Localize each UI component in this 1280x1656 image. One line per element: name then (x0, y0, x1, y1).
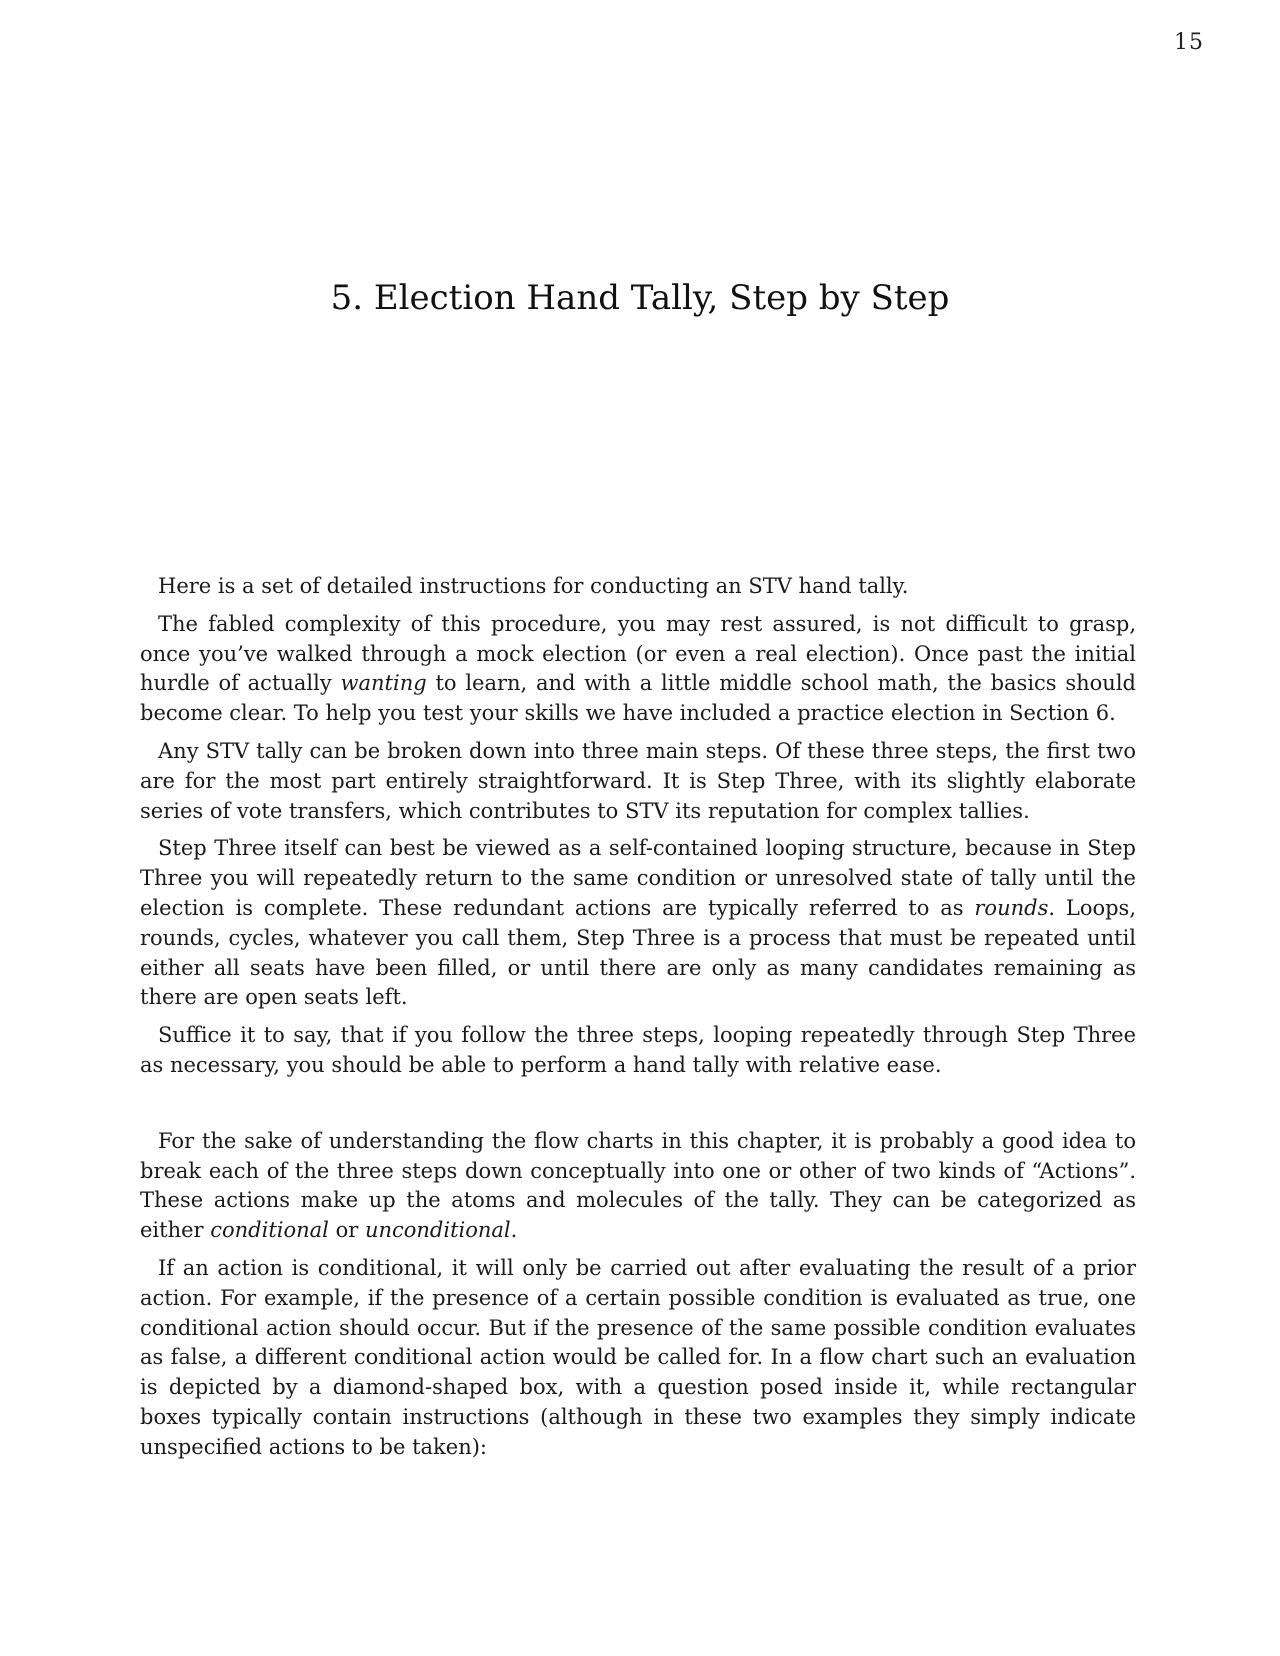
paragraph-text: Suffice it to say, that if you follow the three steps, looping repeatedly through Step Three as necessary, you should be able to perform a hand tally with relative ease. (140, 1023, 1136, 1077)
paragraph-text: or (328, 1218, 365, 1243)
paragraph-intro (140, 572, 1136, 602)
paragraph-complexity (140, 610, 1136, 729)
paragraph-text: For the sake of understanding the flow charts in this chapter, it is probably a good idea to break each of the three steps down conceptually into one or other of two kinds of “Actions”. These actions make up the atoms and molecules of the tally. They can be categorized as either (140, 1128, 1136, 1243)
paragraph-text: Here is a set of detailed instructions for conducting an STV hand tally. (158, 574, 909, 598)
paragraph-actions (140, 1127, 1136, 1246)
paragraph-text: . (510, 1218, 518, 1243)
chapter-title: 5. Election Hand Tally, Step by Step (330, 278, 950, 318)
paragraph-text: The fabled complexity of this procedure, you may rest assured, is not difficult to grasp, once you’ve walked through a mock election (or even a real election). Once past the initial hurdle of actually (140, 611, 1136, 696)
emphasis-unconditional: unconditional (364, 1218, 511, 1243)
paragraph-three-steps (140, 737, 1136, 826)
paragraph-step-three-loop (140, 834, 1136, 1013)
paragraph-text: Step Three itself can best be viewed as a self-contained looping structure, because in Step Three you will repeatedly return to the same condition or unresolved state of tally until the election is complete. These redundant actions are typically referred to as (140, 836, 1136, 920)
paragraph-suffice (140, 1021, 1136, 1081)
paragraph-text: Any STV tally can be broken down into three main steps. Of these three steps, the first two are for the most part entirely straightforward. It is Step Three, with its slightly elaborate series of vote transfers, which contributes to STV its reputation for complex tallies. (140, 738, 1136, 823)
body-text (140, 572, 1136, 1471)
paragraph-text: to learn, and with a little middle school math, the basics should become clear. To help you test your skills we have included a practice election in Section 6. (140, 671, 1136, 726)
page-number: 15 (1174, 30, 1204, 55)
emphasis-rounds: rounds (974, 895, 1049, 920)
emphasis-wanting: wanting (340, 671, 427, 696)
paragraph-text: If an action is conditional, it will only be carried out after evaluating the result of a prior action. For example, if the presence of a certain possible condition is evaluated as true, one conditional action should occur. But if the presence of the same possible condition evaluates as false, a different conditional action would be called for. In a flow chart such an evaluation is depicted by a diamond-shaped box, with a question posed inside it, while rectangular boxes typically contain instructions (although in these two examples they simply indicate unspecified actions to be taken): (140, 1255, 1136, 1459)
paragraph-conditional-explained (140, 1254, 1136, 1463)
paragraph-text: . Loops, rounds, cycles, whatever you call them, Step Three is a process that must be repeated until either all seats have been filled, or until there are only as many candidates remaining as there are open seats left. (140, 895, 1136, 1010)
emphasis-conditional: conditional (210, 1218, 329, 1243)
